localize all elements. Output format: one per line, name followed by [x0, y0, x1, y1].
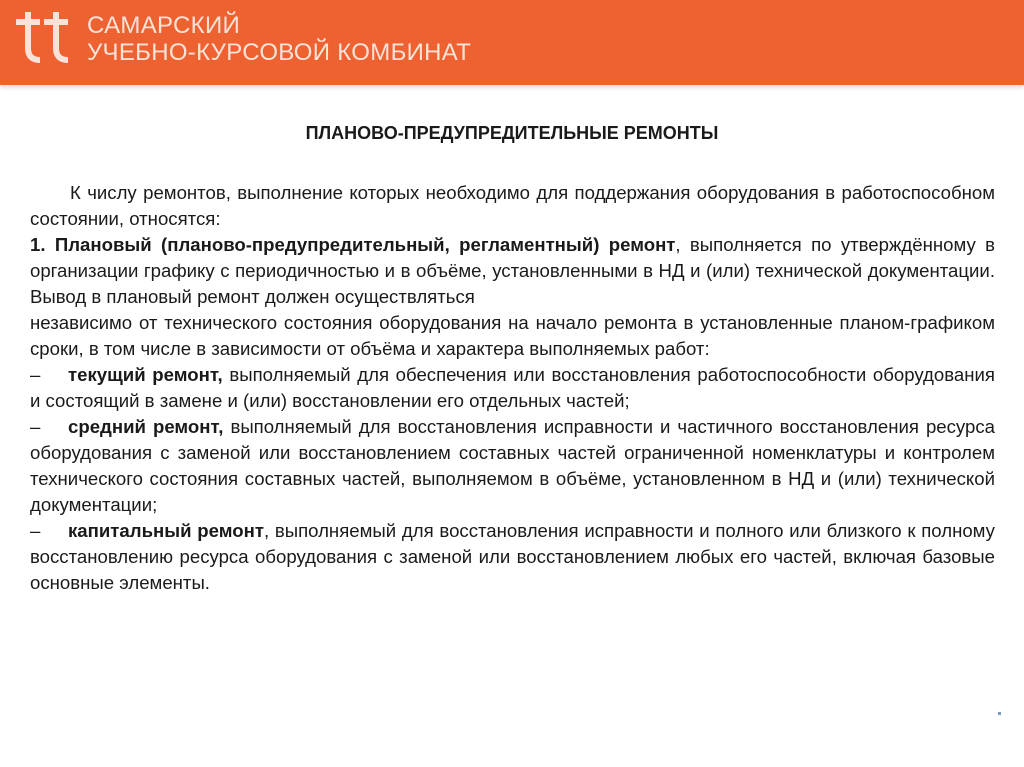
current-repair-text: выполняемый для обеспечения или восстановления работоспособности оборудования и состоящий в замене и (или) восстановлении его отдельных частей;	[30, 364, 995, 411]
capital-repair-text: , выполняемый для восстановления исправности и полного или близкого к полному восстановлению ресурса оборудования с заменой или восстановлением любых его частей, включая базовые основные элементы.	[30, 520, 995, 593]
brand-name	[87, 12, 471, 66]
current-repair-term: текущий ремонт,	[68, 364, 223, 385]
capital-repair-term: капитальный ремонт	[68, 520, 264, 541]
item-planned-repair-text: , выполняется по утверждённому в организации графику с периодичностью и в объёме, установленными в НД и (или) технической документации. Вывод в плановый ремонт должен осуществляться	[30, 234, 996, 307]
brand-line-2: УЧЕБНО-КУРСОВОЙ КОМБИНАТ	[87, 39, 472, 66]
medium-repair-term: средний ремонт,	[68, 416, 224, 437]
item-planned-repair-continuation: независимо от технического состояния оборудования на начало ремонта в установленные планом-графиком сроки, в том числе в зависимости от объёма и характера выполняемых работ:	[30, 312, 995, 359]
page-title: ПЛАНОВО-ПРЕДУПРЕДИТЕЛЬНЫЕ РЕМОНТЫ	[305, 123, 719, 143]
header-bar	[0, 0, 1024, 85]
medium-repair-text: выполняемый для восстановления исправности и частичного восстановления ресурса оборудования с заменой или восстановлением составных частей ограниченной номенклатуры и контролем технического состояния составных частей, выполняемом в объёме, установленном в НД и (или) технической документации;	[30, 416, 995, 515]
item-planned-repair	[30, 232, 995, 310]
list-item-capital-repair	[30, 518, 995, 596]
brand-line-1: САМАРСКИЙ	[87, 12, 241, 39]
dash-marker: –	[30, 416, 41, 437]
intro-paragraph: К числу ремонтов, выполнение которых необходимо для поддержания оборудования в работоспособном состоянии, относятся:	[30, 182, 995, 229]
list-item-medium-repair	[30, 414, 995, 518]
tt-logo-icon	[12, 8, 74, 70]
dash-marker: –	[30, 520, 41, 541]
list-item-current-repair	[30, 362, 995, 414]
decorative-dot	[998, 712, 1001, 715]
document-body	[30, 180, 995, 596]
dash-marker: –	[30, 364, 41, 385]
item-planned-repair-term: 1. Плановый (планово-предупредительный, регламентный) ремонт	[30, 234, 676, 255]
